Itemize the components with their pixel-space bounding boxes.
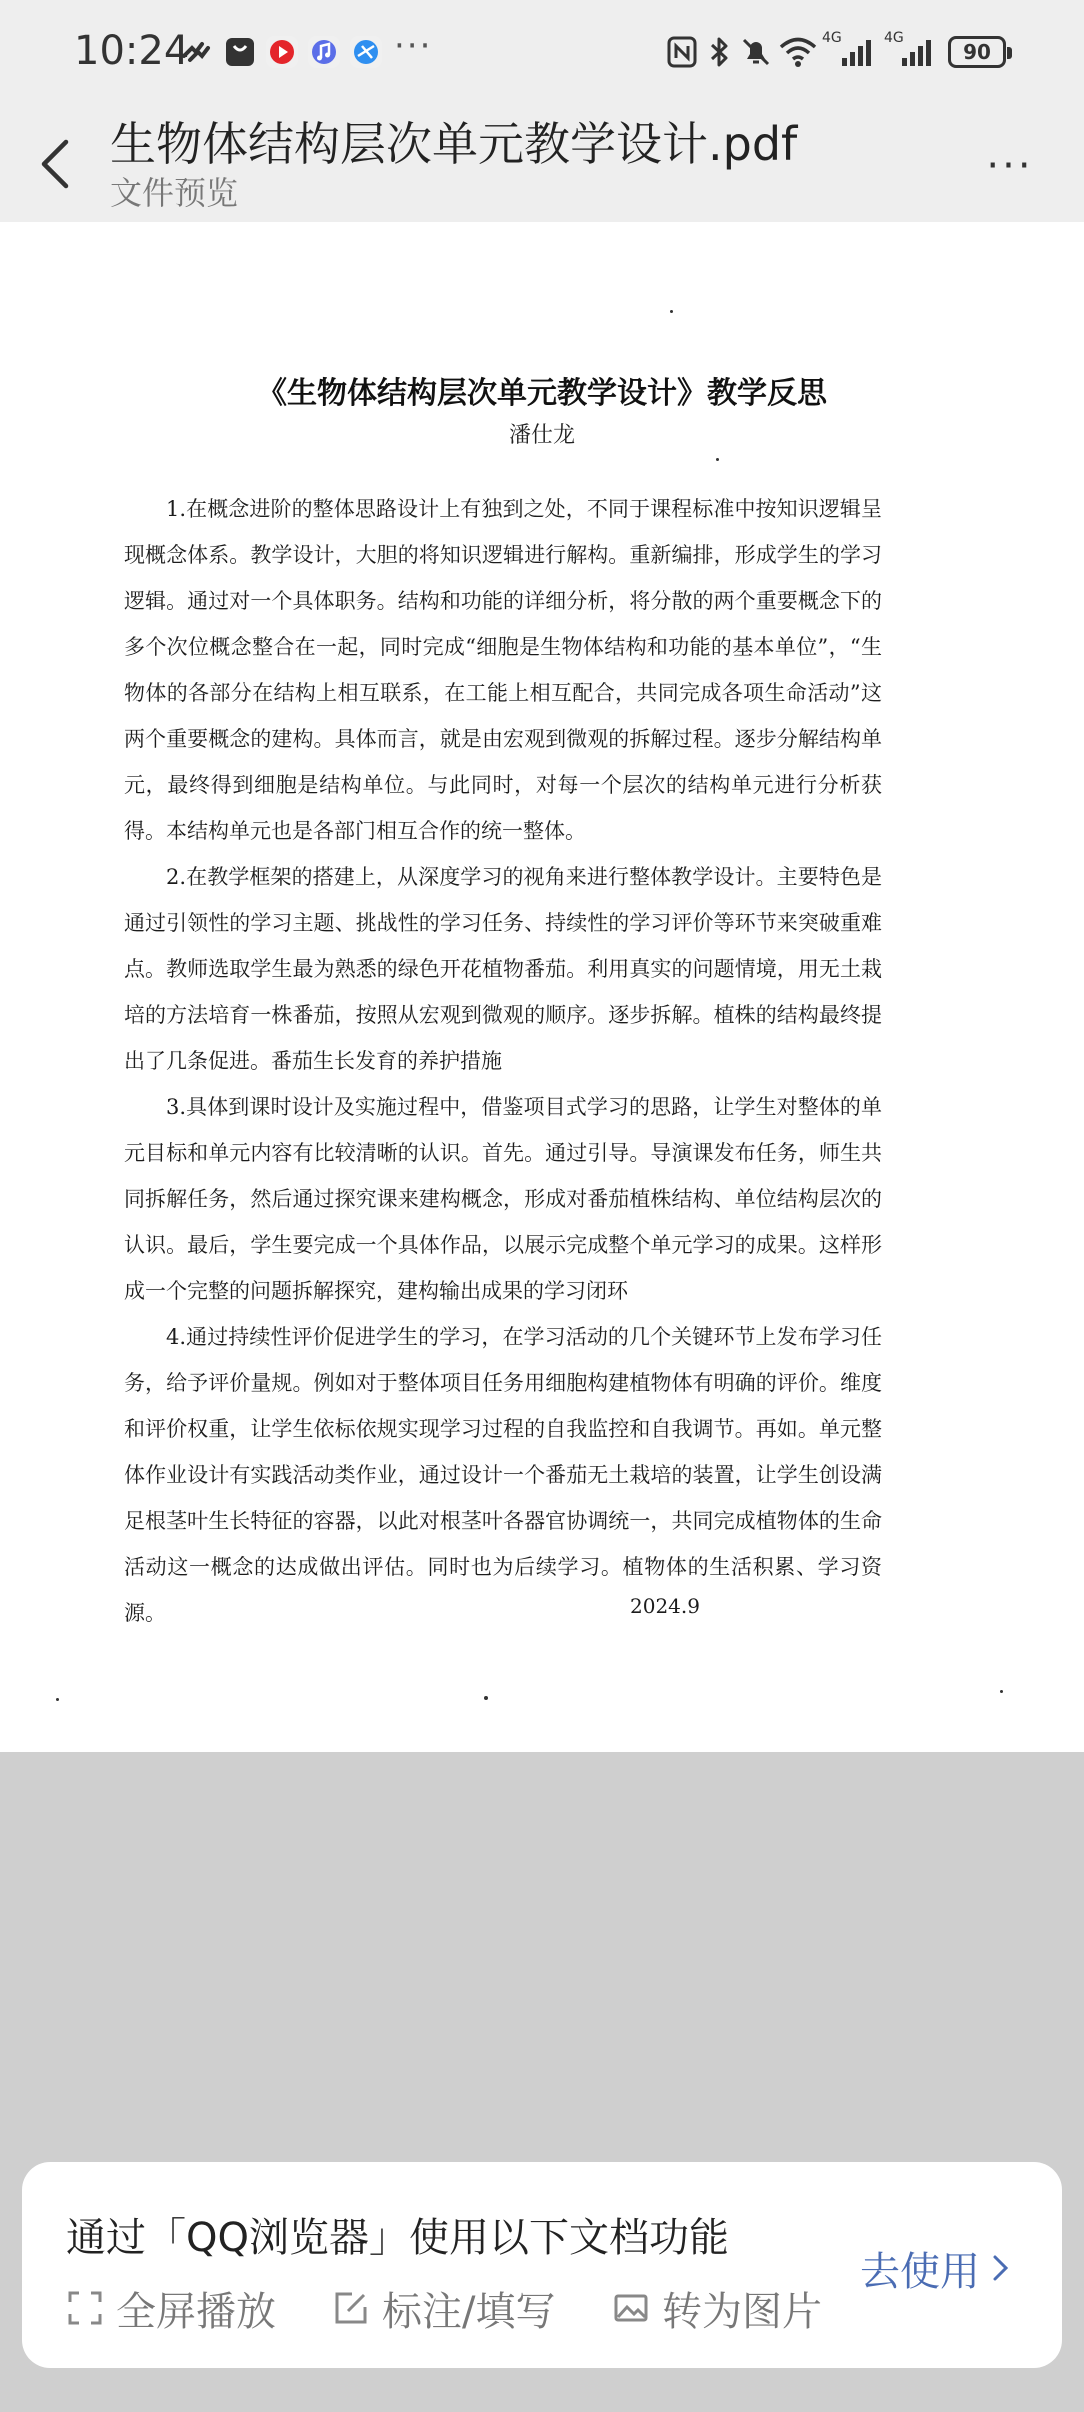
scan-speck [670, 310, 673, 313]
document-author: 潘仕龙 [508, 423, 575, 448]
go-use-button[interactable] [860, 2238, 1012, 2298]
convert-to-image-button[interactable] [612, 2280, 822, 2336]
more-options-button[interactable]: ··· [986, 143, 1034, 189]
signal-1-label: 4G [822, 30, 842, 46]
bluetooth-icon [702, 34, 738, 70]
scan-speck [716, 458, 719, 461]
document-paragraph: 2.在教学框架的搭建上，从深度学习的视角来进行整体教学设计。主要特色是通过引领性的学习主题、挑战性的学习任务、持续性的学习评价等环节来突破重难点。教师选取学生最为熟悉的绿色开花植物番茄。利用真实的问题情境，用无土栽培的方法培育一株番茄，按照从宏观到微观的顺序。逐步拆解。植株的结构最终提出了几条促进。番茄生长发育的养护措施 [124, 865, 882, 1073]
signal-2-icon [898, 34, 938, 70]
document-paragraph: 3.具体到课时设计及实施过程中，借鉴项目式学习的思路，让学生对整体的单元目标和单元内容有比较清晰的认识。首先。通过引导。导演课发布任务，师生共同拆解任务，然后通过探究课来建构概念，形成对番茄植株结构、单位结构层次的认识。最后，学生要完成一个具体作品，以展示完成整个单元学习的成果。这样形成一个完整的问题拆解探究，建构输出成果的学习闭环 [124, 1095, 882, 1303]
mute-icon [738, 34, 774, 70]
signal-1-icon [838, 34, 878, 70]
fullscreen-play-label: 全屏播放 [116, 2288, 276, 2335]
chevron-right-icon [990, 2253, 1012, 2283]
scan-speck [484, 1696, 488, 1700]
go-use-label: 去使用 [860, 2248, 980, 2295]
pdf-page[interactable] [0, 222, 1084, 1752]
title-bar [0, 108, 1084, 222]
convert-to-image-label: 转为图片 [662, 2288, 822, 2335]
fullscreen-play-button[interactable] [66, 2280, 276, 2336]
browser-app-icon [348, 34, 384, 70]
video-app-icon [264, 34, 300, 70]
annotate-fill-label: 标注/填写 [382, 2288, 556, 2335]
link-app-icon [178, 34, 214, 70]
qq-browser-promo-card [22, 2162, 1062, 2368]
scan-speck [56, 1698, 59, 1701]
music-app-icon [306, 34, 342, 70]
more-notifications-icon: ··· [394, 26, 433, 66]
document-subtitle: 文件预览 [110, 174, 239, 212]
document-heading: 《生物体结构层次单元教学设计》教学反思 [257, 376, 827, 411]
fullscreen-icon [66, 2289, 104, 2327]
wifi-icon [778, 34, 818, 70]
image-icon [612, 2289, 650, 2327]
document-paragraph: 4.通过持续性评价促进学生的学习，在学习活动的几个关键环节上发布学习任务，给予评价量规。例如对于整体项目任务用细胞构建植物体有明确的评价。维度和评价权重，让学生依标依规实现学习过程的自我监控和自我调节。再如。单元整体作业设计有实践活动类作业，通过设计一个番茄无土栽培的装置，让学生创设满足根茎叶生长特征的容器，以此对根茎叶各器官协调统一，共同完成植物体的生命活动这一概念的达成做出评估。同时也为后续学习。植物体的生活积累、学习资源。 [124, 1325, 882, 1625]
promo-title: 通过「QQ浏览器」使用以下文档功能 [66, 2215, 729, 2261]
document-body [124, 486, 882, 1636]
status-time: 10:24 [74, 28, 190, 74]
nfc-icon [664, 34, 700, 70]
signal-2-label: 4G [884, 30, 904, 46]
bag-app-icon [222, 34, 258, 70]
edit-icon [332, 2289, 370, 2327]
battery-icon [948, 36, 1006, 68]
annotate-fill-button[interactable] [332, 2280, 555, 2336]
battery-level: 90 [963, 40, 991, 64]
document-paragraph: 1.在概念进阶的整体思路设计上有独到之处，不同于课程标准中按知识逻辑呈现概念体系。教学设计，大胆的将知识逻辑进行解构。重新编排，形成学生的学习逻辑。通过对一个具体职务。结构和功能的详细分析，将分散的两个重要概念下的多个次位概念整合在一起，同时完成“细胞是生物体结构和功能的基本单位”，“生物体的各部分在结构上相互联系，在工能上相互配合，共同完成各项生命活动”这两个重要概念的建构。具体而言，就是由宏观到微观的拆解过程。逐步分解结构单元，最终得到细胞是结构单位。与此同时，对每一个层次的结构单元进行分析获得。本结构单元也是各部门相互合作的统一整体。 [124, 497, 882, 843]
top-area [0, 0, 1084, 222]
back-button[interactable] [30, 126, 80, 202]
status-bar [0, 0, 1084, 108]
chevron-left-icon [40, 138, 70, 190]
document-title: 生物体结构层次单元教学设计.pdf [110, 117, 798, 171]
scan-speck [1000, 1690, 1003, 1693]
document-date: 2024.9 [630, 1594, 700, 1618]
